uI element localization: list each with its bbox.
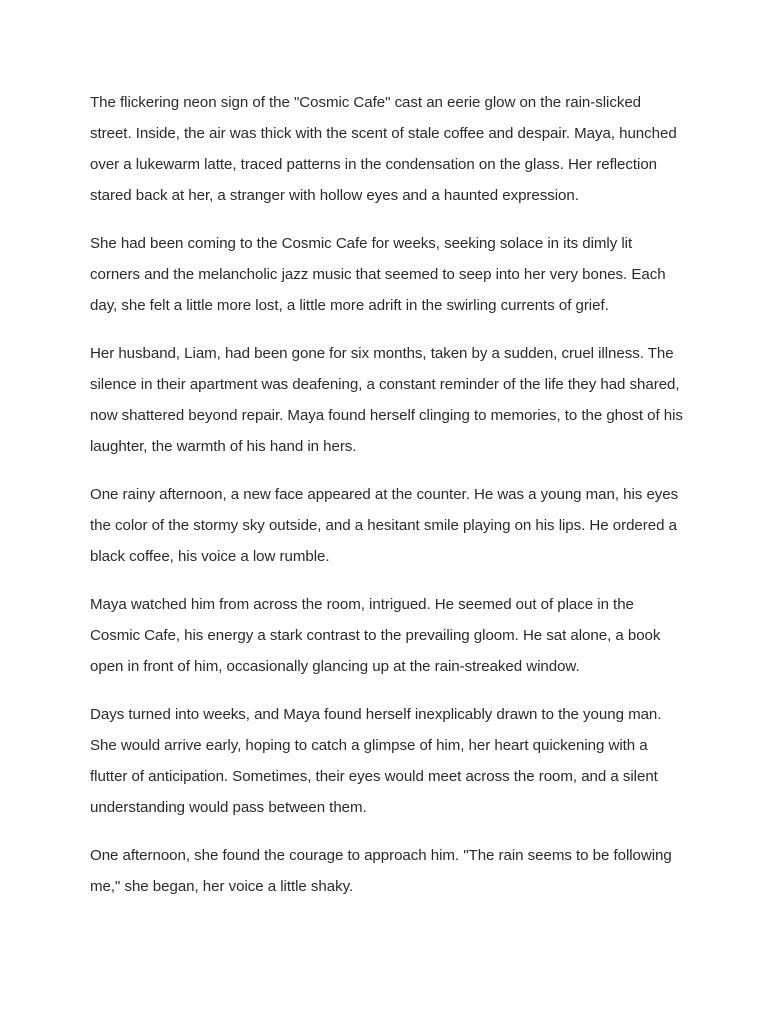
paragraph-3: Her husband, Liam, had been gone for six months, taken by a sudden, cruel illness. The silence in their apartment was deafening, a constant reminder of the life they had shared, now shattered beyond repair. Maya found herself clinging to memories, to the ghost of his laughter, the warmth of his hand in hers. [90, 345, 683, 455]
paragraph-4: One rainy afternoon, a new face appeared at the counter. He was a young man, his eyes the color of the stormy sky outside, and a hesitant smile playing on his lips. He ordered a black coffee, his voice a low rumble. [90, 486, 679, 565]
paragraph-7: One afternoon, she found the courage to approach him. "The rain seems to be following me," she began, her voice a little shaky. [90, 847, 672, 895]
document-body [90, 87, 686, 919]
paragraph-6: Days turned into weeks, and Maya found herself inexplicably drawn to the young man. She would arrive early, hoping to catch a glimpse of him, her heart quickening with a flutter of anticipation. Sometimes, their eyes would meet across the room, and a silent understanding would pass between them. [90, 706, 662, 816]
paragraph-1: The flickering neon sign of the "Cosmic Cafe" cast an eerie glow on the rain-slicked street. Inside, the air was thick with the scent of stale coffee and despair. Maya, hunched over a lukewarm latte, traced patterns in the condensation on the glass. Her reflection stared back at her, a stranger with hollow eyes and a haunted expression. [90, 94, 677, 204]
paragraph-2: She had been coming to the Cosmic Cafe for weeks, seeking solace in its dimly lit corners and the melancholic jazz music that seemed to seep into her very bones. Each day, she felt a little more lost, a little more adrift in the swirling currents of grief. [90, 235, 666, 314]
paragraph-5: Maya watched him from across the room, intrigued. He seemed out of place in the Cosmic Cafe, his energy a stark contrast to the prevailing gloom. He sat alone, a book open in front of him, occasionally glancing up at the rain-streaked window. [90, 596, 661, 675]
